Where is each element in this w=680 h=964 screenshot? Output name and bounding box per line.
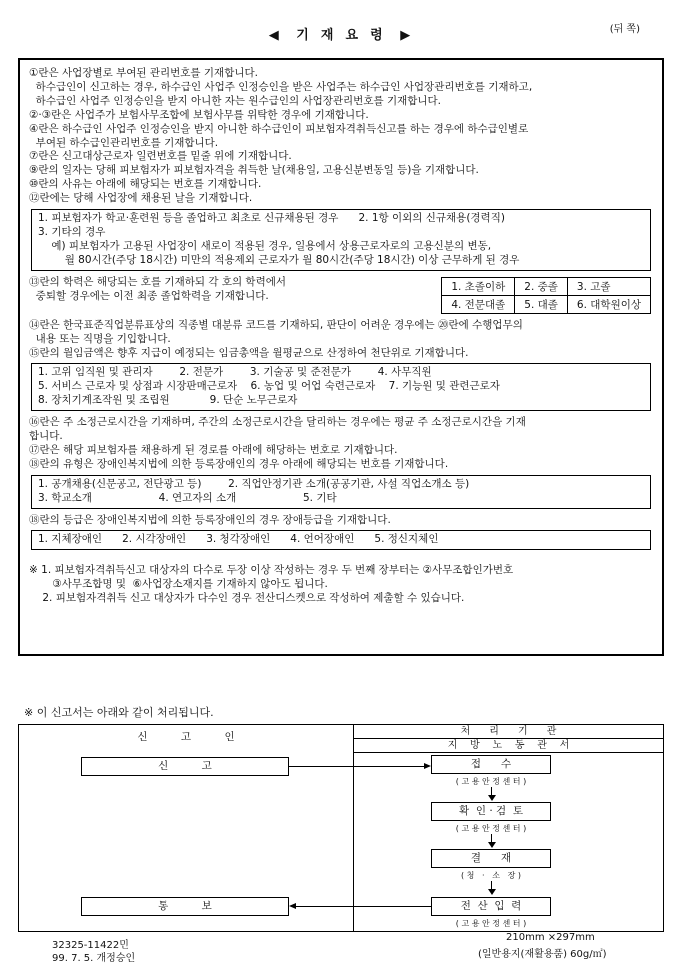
processing-note: ※ 이 신고서는 아래와 같이 처리됩니다. <box>24 706 214 719</box>
text-line: 합니다. <box>29 430 63 443</box>
text-line: 1. 고위 임직원 및 관리자 2. 전문가 3. 기술공 및 준전문가 4. 사무직원 <box>38 366 432 379</box>
paper-spec: (일반용지(재활용품) 60g/㎡) <box>478 949 607 960</box>
approval-step-box: 결 재 <box>431 849 551 868</box>
text-line: 2. 피보험자격취득 신고 대상자가 다수인 경우 전산디스켓으로 작성하여 제출할 수 있습니다. <box>29 592 465 605</box>
instructions-box <box>18 58 664 656</box>
occupation-codes-box <box>31 363 651 411</box>
data-entry-step-caption: ( 고 용 안 정 센 터 ) <box>455 919 527 928</box>
text-line: 중퇴할 경우에는 이전 최종 졸업학력을 기재합니다. <box>29 289 269 302</box>
back-side-label: (뒤 쪽) <box>609 24 640 35</box>
review-step-box: 확 인 · 검 토 <box>431 802 551 821</box>
text-line: ⑱란의 등급은 장애인복지법에 의한 등록장애인의 경우 장애등급을 기재합니다. <box>29 513 391 526</box>
data-entry-step-box: 전 산 입 력 <box>431 897 551 916</box>
review-step-caption: ( 고 용 안 정 센 터 ) <box>455 824 527 833</box>
notify-step-box: 통 보 <box>81 897 289 916</box>
approval-step-caption: ( 청 · 소 장 ) <box>461 871 521 880</box>
text-line: ⑩란의 사유는 아래에 해당되는 번호를 기재합니다. <box>29 178 262 191</box>
education-paragraph <box>29 276 286 304</box>
intro-paragraphs <box>29 67 653 206</box>
education-cell: 3. 고졸 <box>567 277 650 295</box>
disability-grade-paragraph <box>29 514 653 528</box>
processing-flowchart <box>18 724 664 932</box>
education-cell: 5. 대졸 <box>515 295 568 313</box>
receipt-step-caption: ( 고 용 안 정 센 터 ) <box>455 777 527 786</box>
reporter-column-header: 신 고 인 <box>137 731 235 743</box>
report-step-box: 신 고 <box>81 757 289 776</box>
text-line: ⑨란의 일자는 당해 피보험자가 피보험자격을 취득한 날(채용일, 고용신분변동일 등)을 기재합니다. <box>29 164 479 177</box>
education-cell: 6. 대학원이상 <box>567 295 650 313</box>
agency-office-header: 지 방 노 동 관 서 <box>354 740 663 753</box>
text-line: ⑬란의 학력은 해당되는 호를 기재하되 각 호의 학력에서 <box>29 275 287 288</box>
receipt-step-box: 접 수 <box>431 755 551 774</box>
column-divider <box>353 725 354 931</box>
text-line: 8. 장치기계조작원 및 조립원 9. 단순 노무근로자 <box>38 394 298 407</box>
page-title: ◀ 기 재 요 령 ▶ <box>268 28 412 43</box>
text-line: ⑱란의 유형은 장애인복지법에 의한 등록장애인의 경우 아래에 해당되는 번호를 기재합니다. <box>29 457 449 470</box>
text-line: 1. 피보험자가 학교·훈련원 등을 졸업하고 최초로 신규채용된 경우 2. 1항 이외의 신규채용(경력직) <box>38 212 505 225</box>
education-cell: 1. 초졸이하 <box>442 277 515 295</box>
education-row <box>29 276 653 316</box>
text-line: 1. 지체장애인 2. 시각장애인 3. 청각장애인 4. 언어장애인 5. 정신지체인 <box>38 533 439 546</box>
table-row <box>442 295 651 313</box>
text-line: ⑫란에는 당해 사업장에 채용된 날을 기재합니다. <box>29 192 253 205</box>
text-line: 5. 서비스 근로자 및 상점과 시장판매근로자 6. 농업 및 어업 숙련근로자 7. 기능원 및 관련근로자 <box>38 380 500 393</box>
arrow-right-icon <box>289 766 424 767</box>
text-line: 3. 학교소개 4. 연고자의 소개 5. 기타 <box>38 491 337 504</box>
text-line: ⑭란은 한국표준직업분류표상의 직종별 대분류 코드를 기재하되, 판단이 어려운 경우에는 ⑳란에 수행업무의 <box>29 318 523 331</box>
education-cell: 4. 전문대졸 <box>442 295 515 313</box>
footnotes <box>29 564 653 606</box>
text-line: ④란은 하수급인 사업주 인정승인을 받지 아니한 하수급인이 피보험자격취득신고를 하는 경우에 하수급인별로 <box>29 122 529 135</box>
table-row <box>442 277 651 295</box>
text-line: 부여된 하수급인관리번호를 기재합니다. <box>29 136 219 149</box>
education-cell: 2. 중졸 <box>515 277 568 295</box>
paper-size: 210mm ×297mm <box>506 932 595 943</box>
text-line: 하수급인 사업주 인정승인을 받지 아니한 자는 원수급인의 사업장관리번호를 기재합니다. <box>29 94 442 107</box>
text-line: ②·③란은 사업주가 보험사무조합에 보험사무를 위탁한 경우에 기재합니다. <box>29 108 369 121</box>
text-line: 3. 기타의 경우 <box>38 225 106 238</box>
text-line: ⑰란은 해당 피보험자를 채용하게 된 경로를 아래에 해당하는 번호로 기재합니다. <box>29 443 398 456</box>
text-line: 월 80시간(주당 18시간) 미만의 적용제외 근로자가 월 80시간(주당 18시간) 이상 근무하게 된 경우 <box>38 253 520 266</box>
arrow-down-icon <box>491 834 492 842</box>
agency-column-header: 처 리 기 관 <box>354 725 663 739</box>
text-line: ③사무조합명 및 ⑥사업장소재지를 기재하지 않아도 됩니다. <box>29 578 328 591</box>
text-line: ⑯란은 주 소정근로시간을 기재하며, 주간의 소정근로시간을 달리하는 경우에는 평균 주 소정근로시간을 기재 <box>29 416 526 429</box>
education-codes-table <box>441 277 651 314</box>
text-line: 1. 공개채용(신문공고, 전단광고 등) 2. 직업안정기관 소개(공공기관, 사설 직업소개소 등) <box>38 477 470 490</box>
hiring-route-codes-box <box>31 475 651 509</box>
occupation-wage-paragraphs <box>29 319 653 361</box>
text-line: 예) 피보험자가 고용된 사업장이 새로이 적용된 경우, 일용에서 상용근로자로의 고용신분의 변동, <box>38 239 492 252</box>
text-line: 내용 또는 직명을 기입합니다. <box>29 332 171 345</box>
text-line: ⑮란의 월임금액은 향후 지급이 예정되는 임금총액을 월평균으로 산정하여 천단위로 기재합니다. <box>29 346 469 359</box>
arrow-left-icon <box>296 906 431 907</box>
text-line: ①란은 사업장별로 부여된 관리번호를 기재합니다. <box>29 67 258 79</box>
arrow-down-icon <box>491 881 492 889</box>
form-number: 32325-11422민 <box>52 940 129 951</box>
acquisition-reason-codes-box <box>31 209 651 271</box>
text-line: ※ 1. 피보험자격취득신고 대상자의 다수로 두장 이상 작성하는 경우 두 번째 장부터는 ②사무조합인가번호 <box>29 564 514 577</box>
working-hours-paragraphs <box>29 416 653 472</box>
revision-date: 99. 7. 5. 개정승인 <box>52 953 136 964</box>
arrow-down-icon <box>491 787 492 795</box>
text-line: ⑦란은 신고대상근로자 일련번호를 밑줄 위에 기재합니다. <box>29 150 292 163</box>
text-line: 하수급인이 신고하는 경우, 하수급인 사업주 인정승인을 받은 사업주는 하수급인 사업장관리번호를 기재하고, <box>29 80 533 93</box>
disability-type-codes-box <box>31 530 651 550</box>
